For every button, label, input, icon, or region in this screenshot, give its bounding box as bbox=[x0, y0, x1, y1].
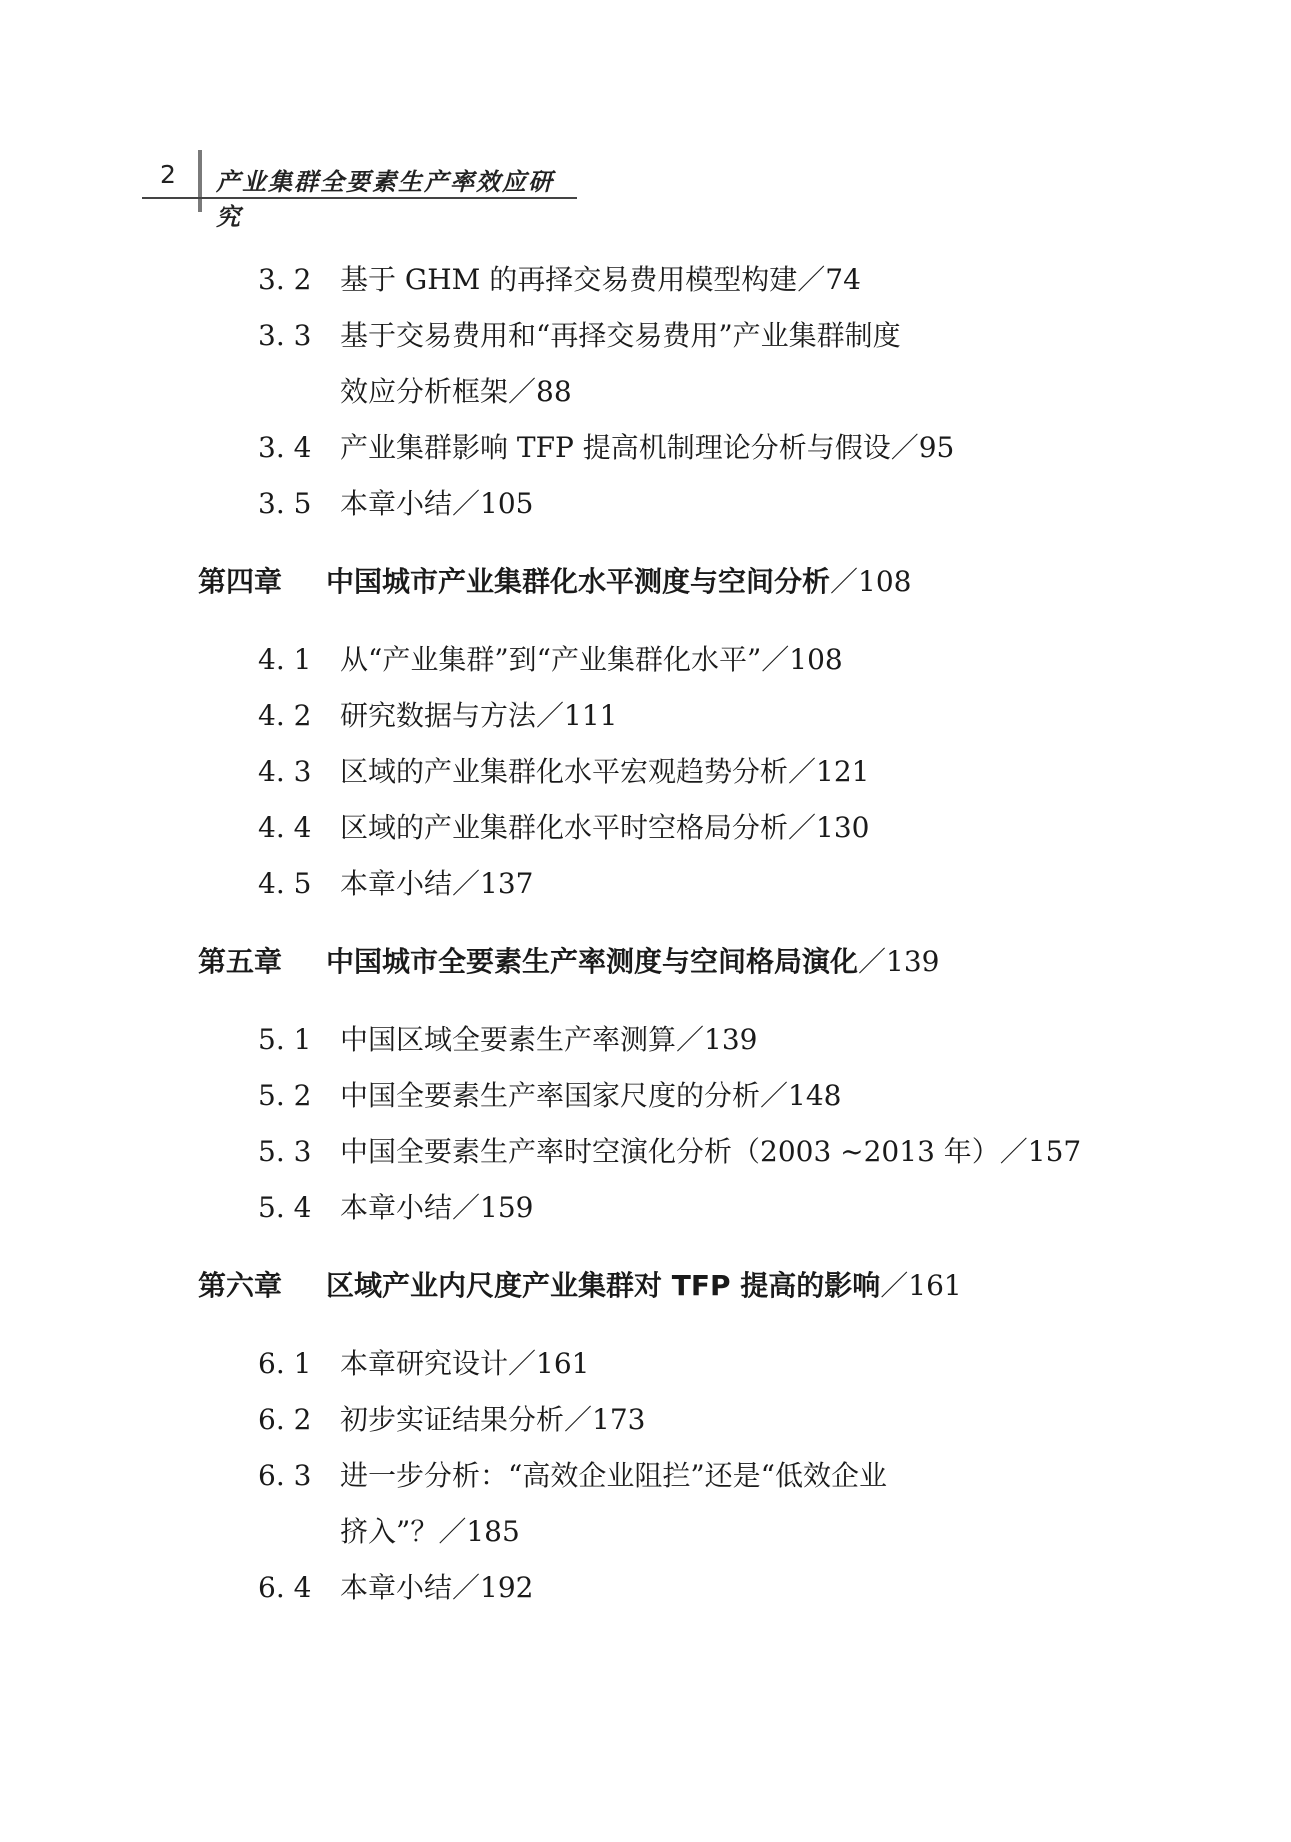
section-number: 4. 2 bbox=[258, 699, 312, 732]
chapter-title: 中国城市产业集群化水平测度与空间分析 bbox=[326, 565, 831, 598]
section-title: 本章小结／137 bbox=[340, 867, 534, 900]
section-title: 产业集群影响 TFP 提高机制理论分析与假设／95 bbox=[340, 431, 955, 464]
section-title: 基于 GHM 的再择交易费用模型构建／74 bbox=[340, 263, 861, 296]
running-title: 产业集群全要素生产率效应研究 bbox=[216, 168, 554, 231]
section-title: 进一步分析：“高效企业阻拦”还是“低效企业 bbox=[340, 1459, 887, 1492]
section-title: 基于交易费用和“再择交易费用”产业集群制度 bbox=[340, 319, 901, 352]
section-title: 中国全要素生产率国家尺度的分析／148 bbox=[340, 1079, 842, 1112]
section-title: 区域的产业集群化水平宏观趋势分析／121 bbox=[340, 755, 870, 788]
toc-chapter-heading[interactable] bbox=[198, 944, 939, 980]
section-number: 4. 1 bbox=[258, 643, 312, 676]
section-number: 3. 4 bbox=[258, 431, 312, 464]
chapter-title: 中国城市全要素生产率测度与空间格局演化 bbox=[326, 945, 859, 978]
toc-chapter-heading[interactable] bbox=[198, 1268, 962, 1304]
section-title: 中国全要素生产率时空演化分析（2003 ~2013 年）／157 bbox=[340, 1135, 1082, 1168]
section-title: 从“产业集群”到“产业集群化水平”／108 bbox=[340, 643, 843, 676]
section-number: 6. 4 bbox=[258, 1571, 312, 1604]
section-title: 本章小结／105 bbox=[340, 487, 534, 520]
section-number: 6. 1 bbox=[258, 1347, 312, 1380]
toc-chapter-heading[interactable] bbox=[198, 564, 911, 600]
section-title: 区域的产业集群化水平时空格局分析／130 bbox=[340, 811, 870, 844]
page-number: 2 bbox=[160, 160, 176, 189]
section-number: 6. 3 bbox=[258, 1459, 312, 1492]
chapter-label: 第六章 bbox=[198, 1269, 283, 1302]
section-number: 5. 4 bbox=[258, 1191, 312, 1224]
section-title: 中国区域全要素生产率测算／139 bbox=[340, 1023, 758, 1056]
section-number: 4. 3 bbox=[258, 755, 312, 788]
section-number: 3. 3 bbox=[258, 319, 312, 352]
header-divider bbox=[198, 150, 202, 212]
section-title: 挤入”？／185 bbox=[340, 1515, 520, 1548]
chapter-title: 区域产业内尺度产业集群对 TFP 提高的影响 bbox=[326, 1269, 881, 1302]
chapter-page: ／108 bbox=[830, 565, 912, 598]
header-rule bbox=[142, 197, 577, 199]
section-number: 5. 3 bbox=[258, 1135, 312, 1168]
chapter-label: 第四章 bbox=[198, 565, 283, 598]
section-number: 6. 2 bbox=[258, 1403, 312, 1436]
section-number: 4. 5 bbox=[258, 867, 312, 900]
section-number: 3. 2 bbox=[258, 263, 312, 296]
section-title: 本章小结／192 bbox=[340, 1571, 534, 1604]
section-number: 5. 2 bbox=[258, 1079, 312, 1112]
section-number: 5. 1 bbox=[258, 1023, 312, 1056]
chapter-page: ／139 bbox=[858, 945, 940, 978]
chapter-label: 第五章 bbox=[198, 945, 283, 978]
section-number: 3. 5 bbox=[258, 487, 312, 520]
section-title: 初步实证结果分析／173 bbox=[340, 1403, 646, 1436]
section-title: 研究数据与方法／111 bbox=[340, 699, 618, 732]
section-title: 本章研究设计／161 bbox=[340, 1347, 590, 1380]
chapter-page: ／161 bbox=[880, 1269, 962, 1302]
section-title: 效应分析框架／88 bbox=[340, 375, 572, 408]
section-number: 4. 4 bbox=[258, 811, 312, 844]
section-title: 本章小结／159 bbox=[340, 1191, 534, 1224]
running-header bbox=[142, 150, 577, 231]
